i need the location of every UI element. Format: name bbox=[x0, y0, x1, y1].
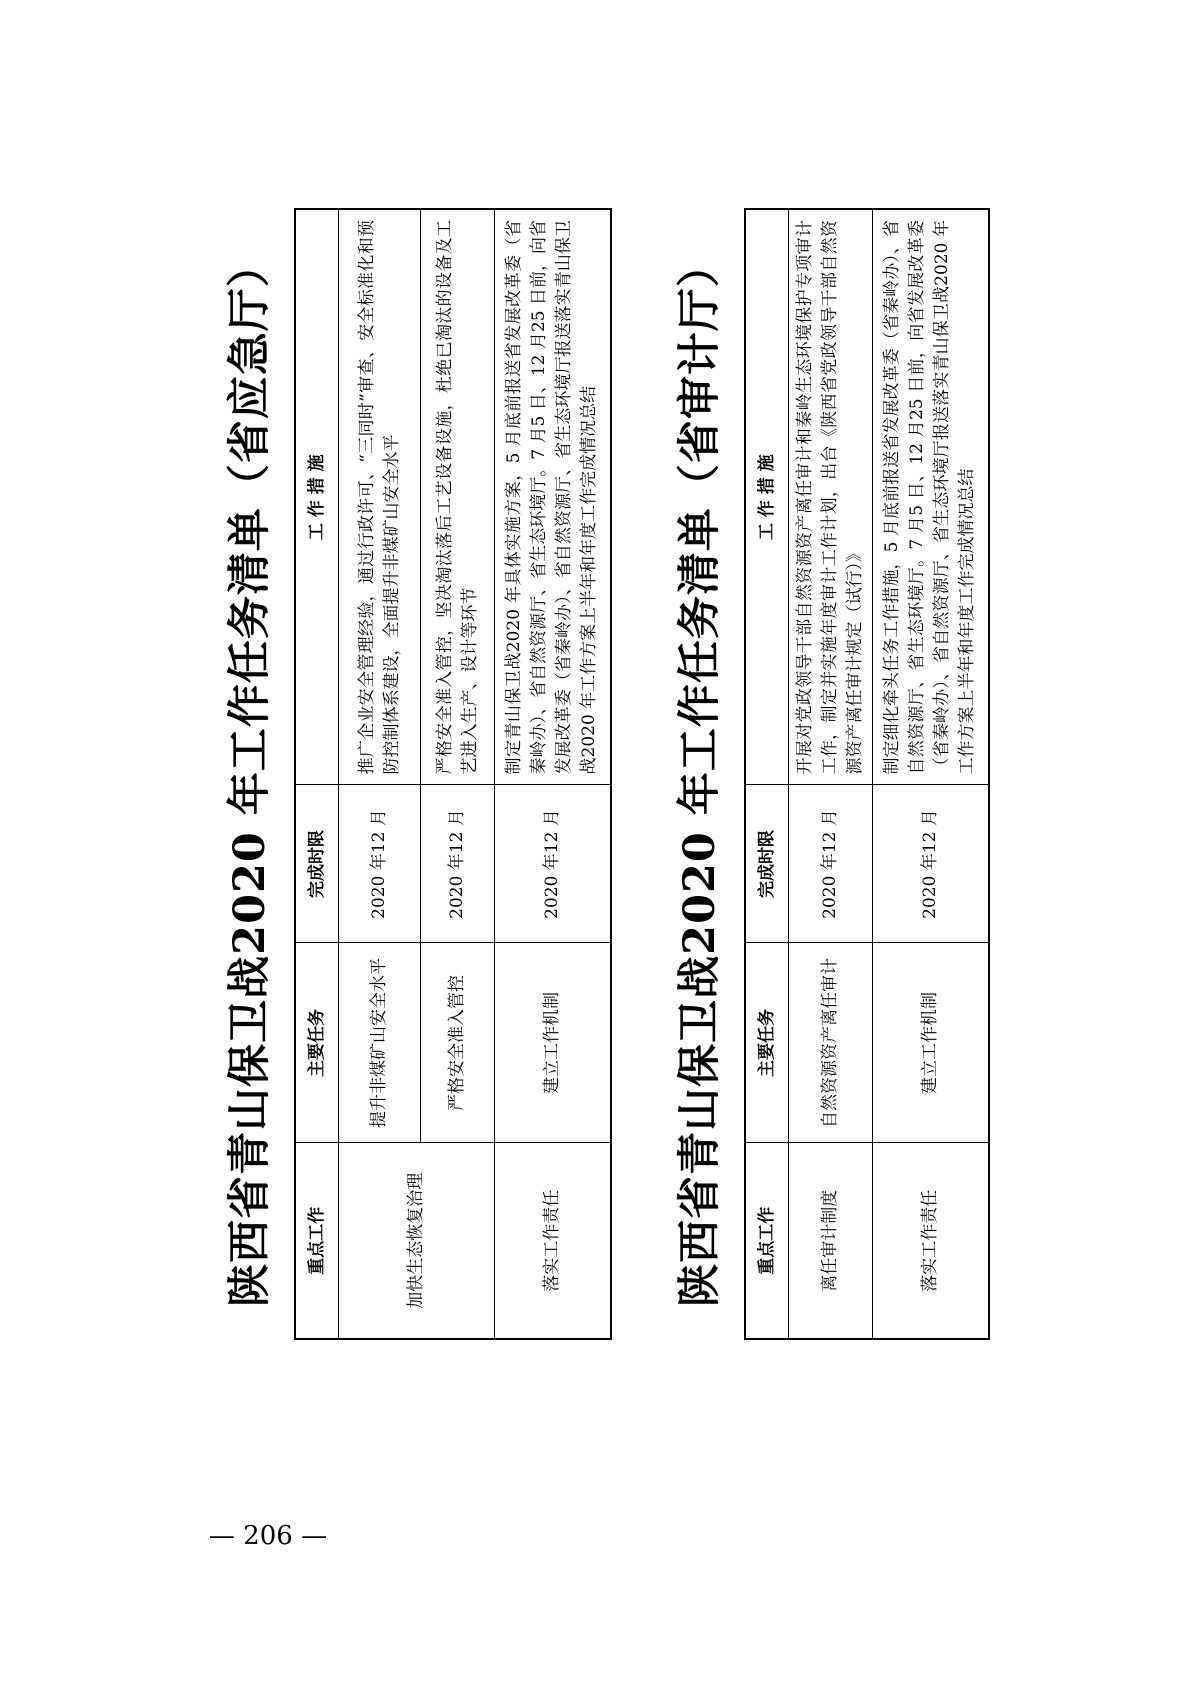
main-task-cell: 提升非煤矿山安全水平 bbox=[339, 943, 421, 1143]
header-deadline: 完成时限 bbox=[745, 785, 789, 943]
task-list-emergency bbox=[220, 210, 612, 1340]
page-number: — 206 — bbox=[208, 1521, 328, 1551]
main-task-cell: 建立工作机制 bbox=[873, 943, 989, 1143]
deadline-cell: 2020 年12 月 bbox=[873, 785, 989, 943]
header-measures: 工 作 措 施 bbox=[745, 209, 789, 785]
header-key-work: 重点工作 bbox=[745, 1143, 789, 1339]
table-row bbox=[495, 209, 611, 1339]
table-title: 陕西省青山保卫战2020 年工作任务清单（省审计厅） bbox=[675, 243, 725, 1307]
header-main-task: 主要任务 bbox=[295, 943, 339, 1143]
deadline-cell: 2020 年12 月 bbox=[421, 785, 495, 943]
main-task-cell: 自然资源资产离任审计 bbox=[789, 943, 873, 1143]
main-task-cell: 建立工作机制 bbox=[495, 943, 611, 1143]
header-main-task: 主要任务 bbox=[745, 943, 789, 1143]
task-table bbox=[744, 208, 990, 1340]
measures-cell: 制定青山保卫战2020 年具体实施方案，5 月底前报送省发展改革委（省秦岭办）、省自然资源厅、省生态环境厅。7 月5 日、12 月25 日前，向省发展改革委（省秦岭办）、省自然资源厅、省生态环境厅报送落实青山保卫战2020 年工作方案上半年和年度工作完成情况总结 bbox=[495, 209, 611, 785]
header-measures: 工 作 措 施 bbox=[295, 209, 339, 785]
measures-cell: 严格安全准入管控，坚决淘汰落后工艺设备设施，杜绝已淘汰的设备及工艺进入生产、设计等环节 bbox=[421, 209, 495, 785]
table-header-row bbox=[745, 209, 789, 1339]
deadline-cell: 2020 年12 月 bbox=[495, 785, 611, 943]
key-work-cell: 落实工作责任 bbox=[495, 1143, 611, 1339]
deadline-cell: 2020 年12 月 bbox=[339, 785, 421, 943]
rotated-landscape-content bbox=[220, 210, 980, 1340]
table-header-row bbox=[295, 209, 339, 1339]
main-task-cell: 严格安全准入管控 bbox=[421, 943, 495, 1143]
table-title: 陕西省青山保卫战2020 年工作任务清单（省应急厅） bbox=[225, 243, 275, 1307]
measures-cell: 推广企业安全管理经验，通过行政许可、“三同时”审查、安全标准化和预防控制体系建设，全面提升非煤矿山安全水平 bbox=[339, 209, 421, 785]
key-work-cell: 离任审计制度 bbox=[789, 1143, 873, 1339]
header-deadline: 完成时限 bbox=[295, 785, 339, 943]
table-row bbox=[339, 209, 421, 1339]
deadline-cell: 2020 年12 月 bbox=[789, 785, 873, 943]
measures-cell: 制定细化牵头任务工作措施，5 月底前报送省发展改革委（省秦岭办）、省自然资源厅、省生态环境厅。7 月5 日、12 月25 日前，向省发展改革委（省秦岭办）、省自然资源厅、省生态环境厅报送落实青山保卫战2020 年工作方案上半年和年度工作完成情况总结 bbox=[873, 209, 989, 785]
header-key-work: 重点工作 bbox=[295, 1143, 339, 1339]
key-work-cell: 加快生态恢复治理 bbox=[339, 1143, 495, 1339]
measures-cell: 开展对党政领导干部自然资源资产离任审计和秦岭生态环境保护专项审计工作，制定并实施年度审计工作计划，出台《陕西省党政领导干部自然资源资产离任审计规定（试行）》 bbox=[789, 209, 873, 785]
key-work-cell: 落实工作责任 bbox=[873, 1143, 989, 1339]
task-list-audit bbox=[670, 210, 990, 1340]
table-row bbox=[789, 209, 873, 1339]
table-row bbox=[873, 209, 989, 1339]
task-table bbox=[294, 208, 612, 1340]
